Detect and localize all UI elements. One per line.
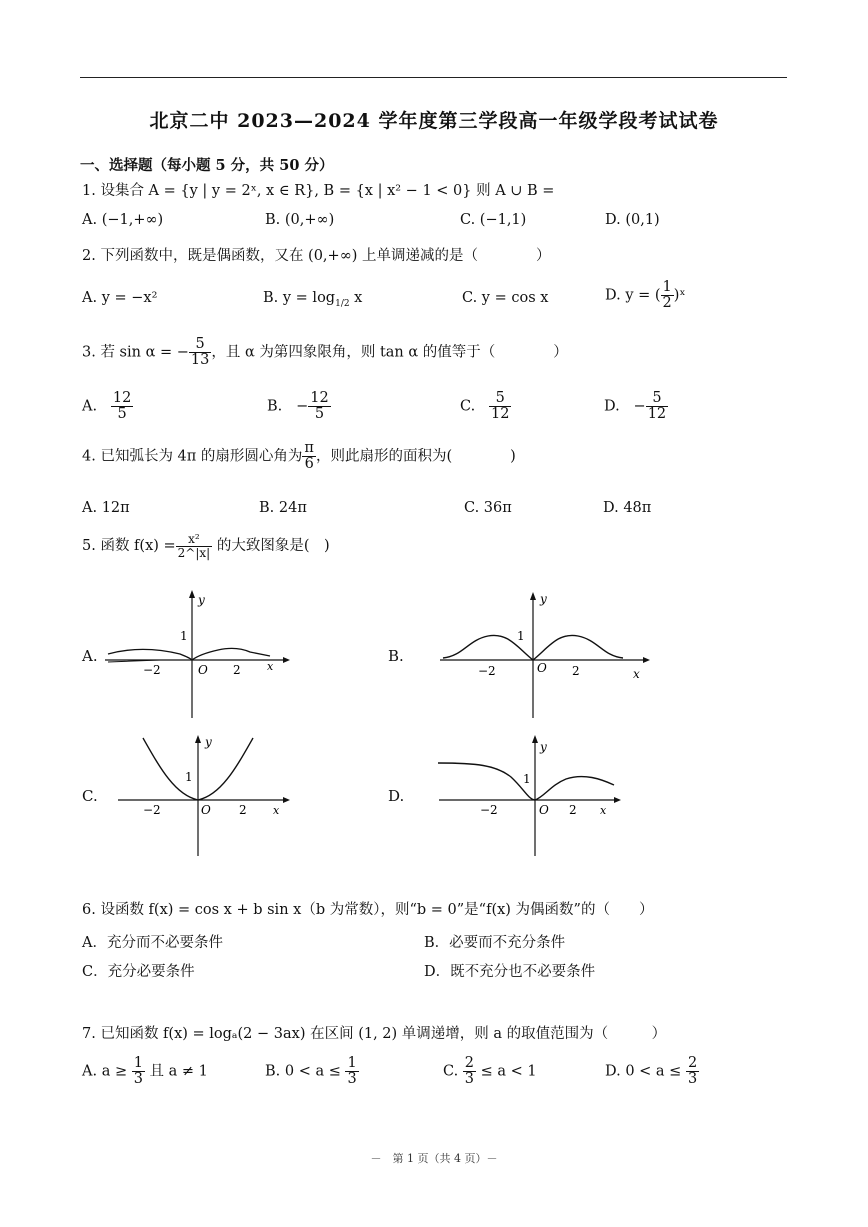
q1-option-a: A. (−1,+∞) xyxy=(82,212,164,228)
q2-option-b-suffix: x xyxy=(349,290,363,306)
q2-option-d xyxy=(605,280,686,311)
q7-option-b-fraction xyxy=(345,1056,358,1087)
two-tick: 2 xyxy=(233,663,241,677)
q3-option-b xyxy=(267,391,331,422)
q5-graph-a-label: A. xyxy=(82,647,98,665)
q7-option-b xyxy=(265,1056,359,1087)
q3-option-d-label: D. xyxy=(604,398,620,415)
q7-option-c xyxy=(443,1056,537,1087)
q3-option-c-label: C. xyxy=(460,398,476,415)
x-label: x xyxy=(273,804,280,817)
q7-stem: 7. 已知函数 f(x) = logₐ(2 − 3ax) 在区间 (1, 2) 单调递增，则 a 的取值范围为（ ） xyxy=(82,1026,667,1042)
q5-graph-d xyxy=(436,733,636,858)
q4-option-a: A. 12π xyxy=(82,500,130,516)
q2-option-d-den: 2 xyxy=(662,295,672,312)
q2-option-b xyxy=(263,290,362,309)
q2-option-d-num: 1 xyxy=(662,279,672,295)
q7-option-a-num: 1 xyxy=(133,1055,143,1071)
x-axis-arrow xyxy=(643,657,650,663)
q4-option-d: D. 48π xyxy=(603,500,652,516)
origin-label: O xyxy=(201,803,211,817)
q2-option-a: A. y = −x² xyxy=(82,290,158,306)
q3-option-d xyxy=(604,391,668,422)
q7-option-a-fraction xyxy=(132,1056,145,1087)
q5-stem-den: 2^|x| xyxy=(177,545,211,560)
one-tick: 1 xyxy=(523,772,531,786)
q1-stem: 1. 设集合 A = {y | y = 2ˣ, x ∈ R}, B = {x | x² − 1 < 0} 则 A ∪ B = xyxy=(82,183,555,199)
y-axis-arrow xyxy=(532,735,538,743)
q7-option-d-pre: D. 0 < a ≤ xyxy=(605,1063,686,1080)
origin-label: O xyxy=(198,663,208,677)
q3-option-d-fraction xyxy=(646,391,668,422)
q3-stem xyxy=(82,337,568,368)
q1-option-d: D. (0,1) xyxy=(605,212,660,228)
y-axis-arrow xyxy=(195,735,201,743)
q6-option-c: C．充分必要条件 xyxy=(82,964,195,980)
q4-stem-den: 6 xyxy=(304,456,314,473)
q3-option-c-den: 12 xyxy=(491,406,510,423)
x-label: x xyxy=(600,804,607,817)
origin-label: O xyxy=(539,803,549,817)
y-axis-arrow xyxy=(530,592,536,600)
neg-two-tick: −2 xyxy=(143,663,161,677)
q5-stem-num: x² xyxy=(176,533,213,547)
q5-stem-prefix: 5. 函数 f(x) = xyxy=(82,538,176,555)
q4-stem-num: π xyxy=(304,440,314,456)
q7-option-a-post: 且 a ≠ 1 xyxy=(144,1063,208,1080)
q2-option-c: C. y = cos x xyxy=(462,290,549,306)
q3-option-a xyxy=(82,391,133,422)
q5-stem-suffix: 的大致图象是( ) xyxy=(212,538,330,555)
q3-option-a-label: A. xyxy=(82,398,98,415)
q4-stem-fraction xyxy=(302,441,316,472)
q3-option-c xyxy=(460,391,511,422)
q3-stem-suffix: ，且 α 为第四象限角，则 tan α 的值等于（ ） xyxy=(211,344,568,361)
q4-option-c: C. 36π xyxy=(464,500,512,516)
q5-graph-c xyxy=(115,733,300,858)
q3-option-d-sign: − xyxy=(633,398,646,415)
q2-option-b-prefix: B. y = log xyxy=(263,290,336,306)
q5-graph-b xyxy=(438,590,653,720)
q3-option-c-fraction xyxy=(489,391,511,422)
x-axis-arrow xyxy=(614,797,621,803)
q3-option-b-den: 5 xyxy=(314,406,325,423)
neg-two-tick: −2 xyxy=(143,803,161,817)
q5-graph-c-label: C. xyxy=(82,787,98,805)
q5-graph-d-label: D. xyxy=(388,787,405,805)
q6-stem: 6. 设函数 f(x) = cos x + b sin x（b 为常数），则“b = 0”是“f(x) 为偶函数”的（ ） xyxy=(82,902,654,918)
q3-option-b-num: 12 xyxy=(310,390,329,406)
q7-option-c-num: 2 xyxy=(464,1055,475,1071)
y-label: y xyxy=(540,740,547,754)
q5-graph-b-label: B. xyxy=(388,647,404,665)
two-tick: 2 xyxy=(572,664,580,678)
neg-two-tick: −2 xyxy=(480,803,498,817)
q3-option-b-sign: − xyxy=(296,398,309,415)
q7-option-c-pre: C. xyxy=(443,1063,463,1080)
q3-stem-fraction xyxy=(189,337,211,368)
q3-option-d-den: 12 xyxy=(647,406,667,423)
q4-stem-prefix: 4. 已知弧长为 4π 的扇形圆心角为 xyxy=(82,448,303,465)
section-heading: 一、选择题（每小题 5 分，共 50 分） xyxy=(80,157,334,174)
y-label: y xyxy=(198,593,205,607)
q3-option-a-fraction xyxy=(111,391,133,422)
y-label: y xyxy=(205,735,212,749)
q7-option-d-num: 2 xyxy=(687,1055,698,1071)
header-rule xyxy=(80,77,787,78)
q7-option-c-post: ≤ a < 1 xyxy=(476,1063,537,1080)
q6-option-d: D．既不充分也不必要条件 xyxy=(424,964,596,980)
x-axis-arrow xyxy=(283,657,290,663)
q2-option-d-prefix: D. y = ( xyxy=(605,287,661,304)
q3-stem-den: 13 xyxy=(190,352,210,369)
x-axis-arrow xyxy=(283,797,290,803)
q4-stem xyxy=(82,441,516,472)
q7-option-b-pre: B. 0 < a ≤ xyxy=(265,1063,346,1080)
curve xyxy=(108,648,270,660)
q3-option-b-label: B. xyxy=(267,398,283,415)
y-label: y xyxy=(540,592,547,606)
q4-option-b: B. 24π xyxy=(259,500,307,516)
q1-option-c: C. (−1,1) xyxy=(460,212,527,228)
one-tick: 1 xyxy=(517,629,525,643)
q2-option-b-base: 1/2 xyxy=(335,298,350,309)
page-footer: － 第 1 页（共 4 页）－ xyxy=(370,1152,498,1165)
origin-label: O xyxy=(537,661,547,675)
q4-stem-suffix: ，则此扇形的面积为( ) xyxy=(315,448,516,465)
x-label: x xyxy=(633,667,640,681)
two-tick: 2 xyxy=(239,803,247,817)
q7-option-d-fraction xyxy=(686,1056,699,1087)
neg-two-tick: −2 xyxy=(478,664,496,678)
q5-graph-a xyxy=(100,590,290,720)
x-label: x xyxy=(267,660,274,673)
q3-option-b-fraction xyxy=(308,391,330,422)
q7-option-d-den: 3 xyxy=(687,1071,698,1088)
q3-option-c-num: 5 xyxy=(489,391,511,407)
q5-stem-fraction xyxy=(176,533,213,559)
y-axis-arrow xyxy=(189,590,195,598)
q3-stem-prefix: 3. 若 sin α = − xyxy=(82,344,189,361)
q6-option-a: A．充分而不必要条件 xyxy=(82,935,223,951)
q7-option-a-den: 3 xyxy=(133,1071,143,1088)
q7-option-c-fraction xyxy=(463,1056,476,1087)
q6-option-b: B．必要而不充分条件 xyxy=(424,935,566,951)
q7-option-c-den: 3 xyxy=(464,1071,475,1088)
q1-option-b: B. (0,+∞) xyxy=(265,212,335,228)
q3-option-a-num: 12 xyxy=(112,390,132,406)
q7-option-d xyxy=(605,1056,699,1087)
q3-stem-num: 5 xyxy=(189,337,211,353)
q7-option-a-pre: A. a ≥ xyxy=(82,1063,132,1080)
q7-option-b-den: 3 xyxy=(347,1071,357,1088)
q3-option-d-num: 5 xyxy=(646,391,668,407)
two-tick: 2 xyxy=(569,803,577,817)
q7-option-a xyxy=(82,1056,208,1087)
q2-stem: 2. 下列函数中，既是偶函数，又在 (0,+∞) 上单调递减的是（ ） xyxy=(82,248,551,264)
q3-option-a-den: 5 xyxy=(117,406,127,423)
exam-title: 北京二中 2023—2024 学年度第三学段高一年级学段考试试卷 xyxy=(149,110,719,132)
one-tick: 1 xyxy=(185,770,193,784)
one-tick: 1 xyxy=(180,629,188,643)
q2-option-d-suffix: )ˣ xyxy=(673,287,686,304)
q7-option-b-num: 1 xyxy=(347,1055,357,1071)
q2-option-d-fraction xyxy=(661,280,674,311)
q5-stem xyxy=(82,533,330,559)
